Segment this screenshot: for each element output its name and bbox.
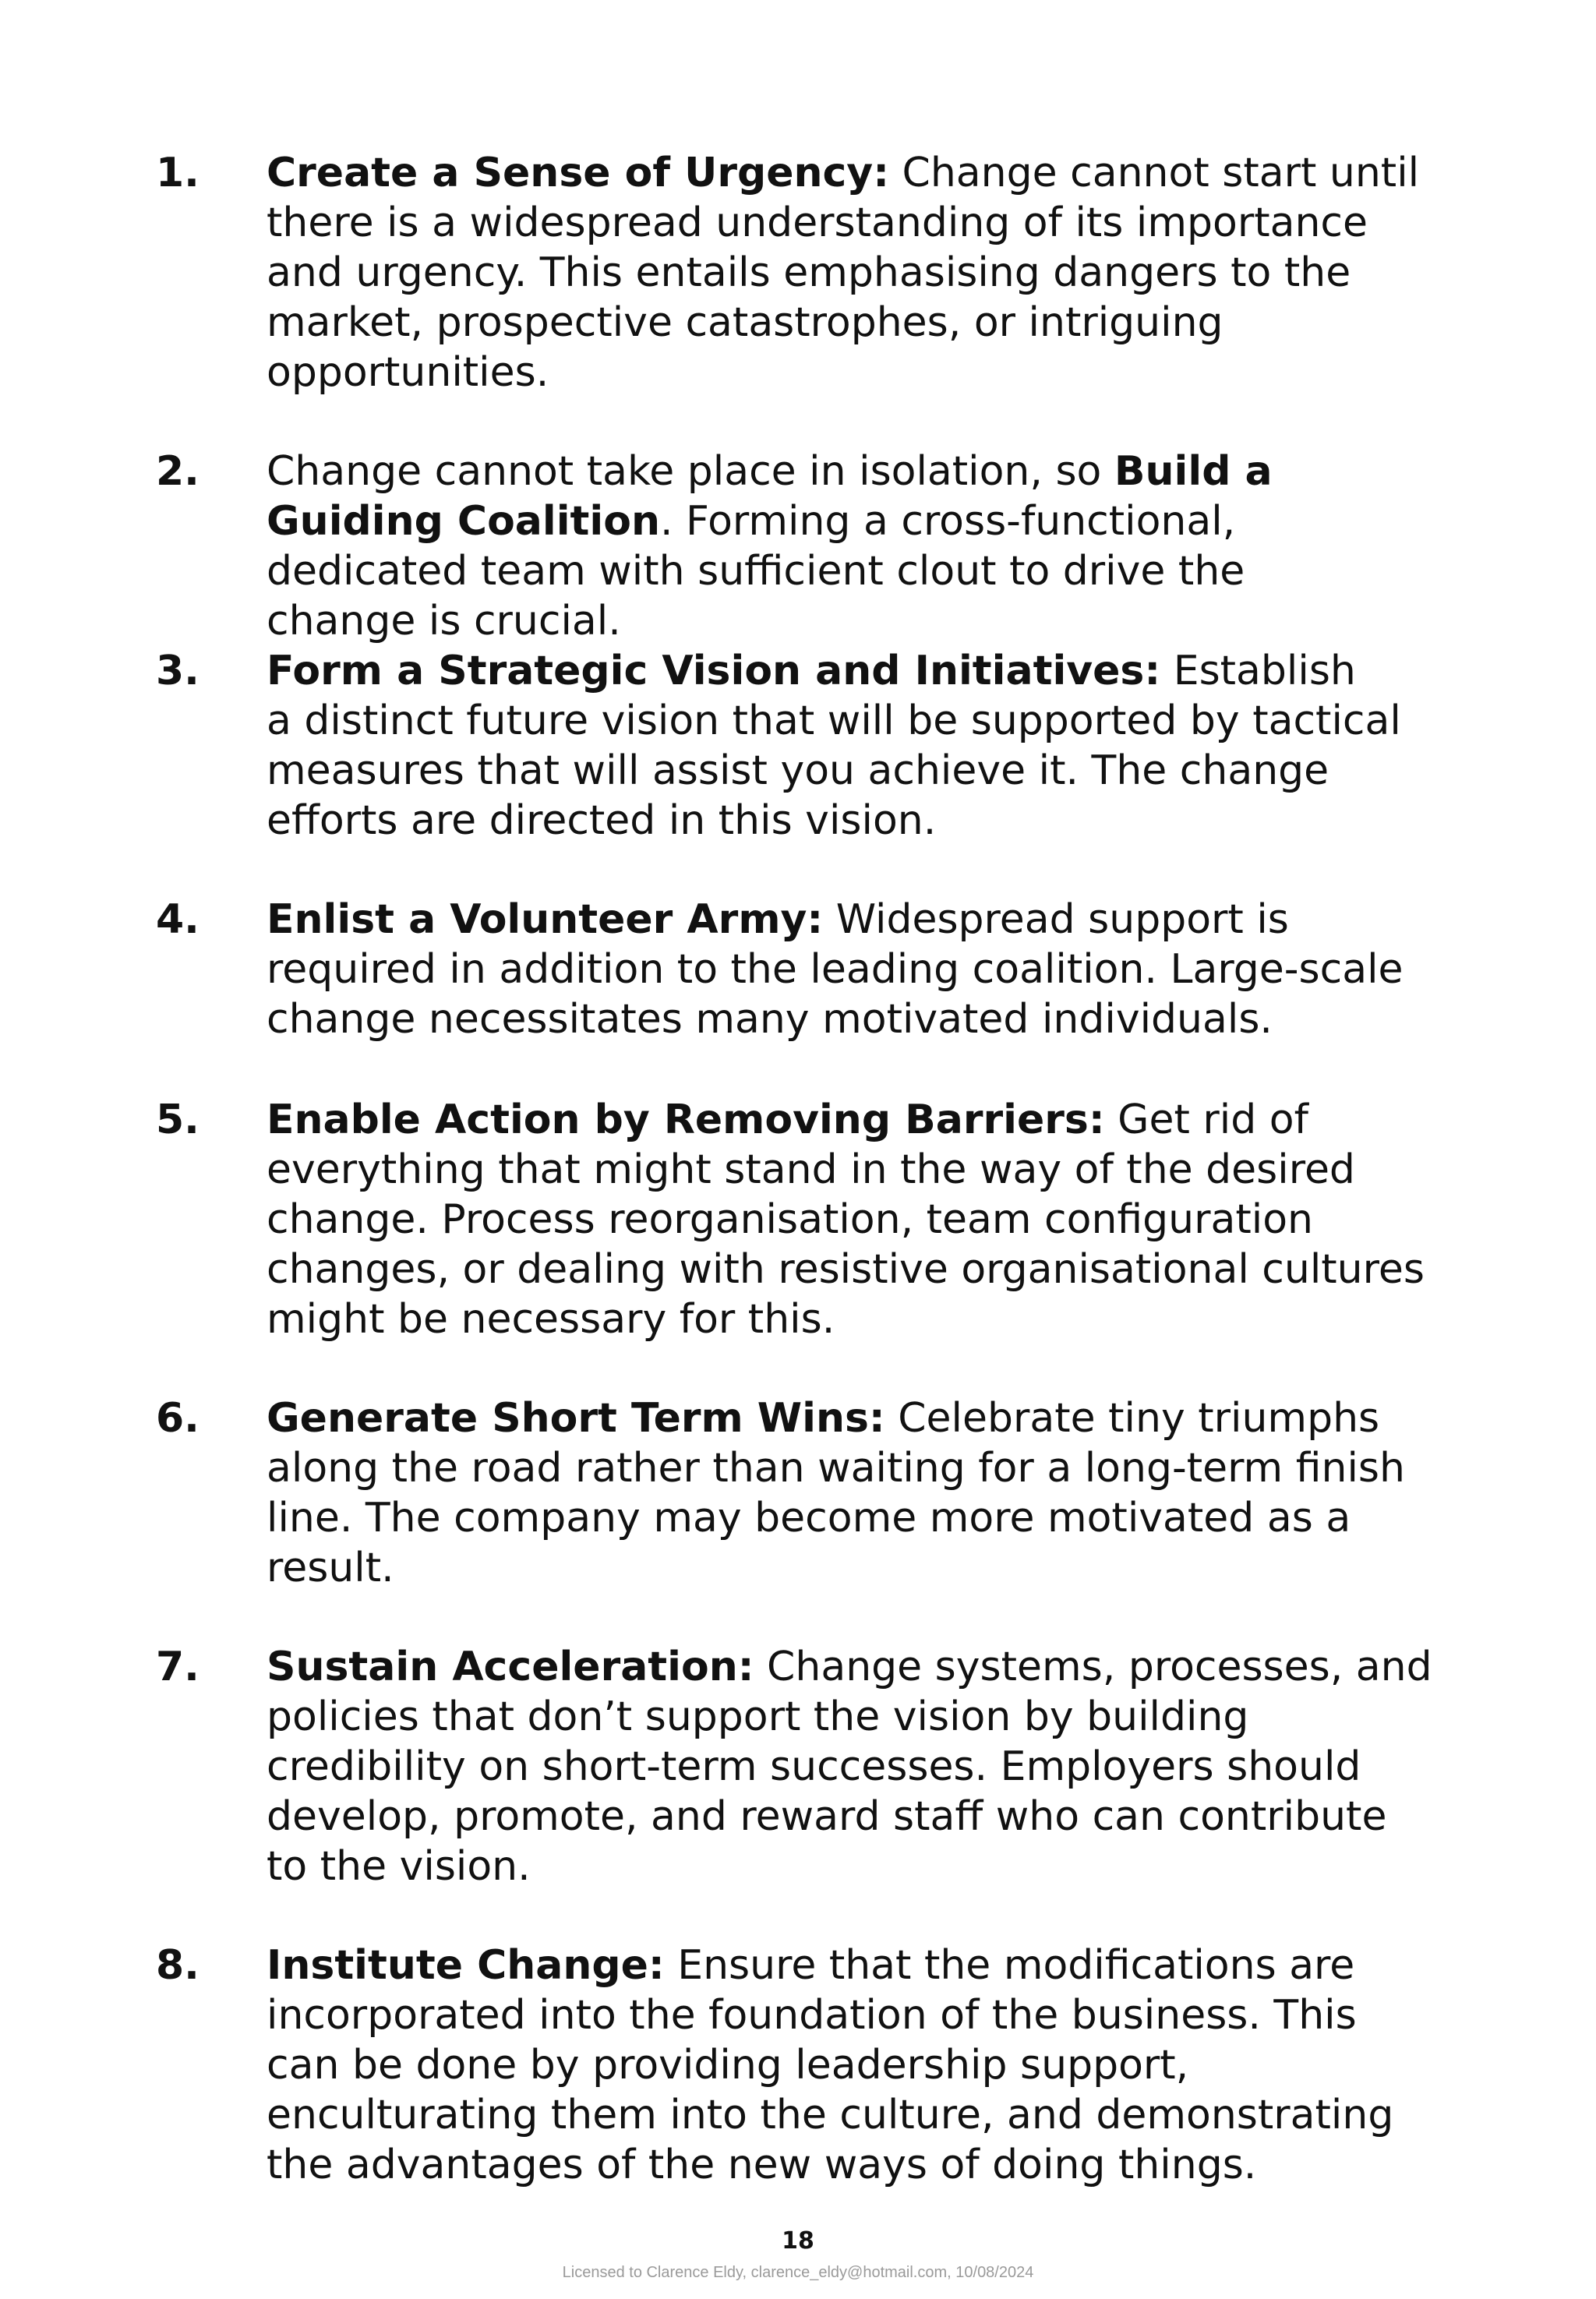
list-number: 2. xyxy=(156,448,200,495)
list-item-text xyxy=(267,1095,1451,1344)
list-item-text xyxy=(267,148,1451,397)
list-item-text xyxy=(267,1642,1451,1891)
list-item-text xyxy=(267,1941,1451,2190)
text-line: the advantages of the new ways of doing things. xyxy=(267,2142,1257,2188)
text-line: change necessitates many motivated individuals. xyxy=(267,996,1273,1043)
text-line xyxy=(267,895,1451,945)
item-heading: Generate Short Term Wins: xyxy=(267,1395,885,1442)
text-fragment: Celebrate tiny triumphs xyxy=(885,1395,1380,1442)
text-line xyxy=(267,447,1451,496)
list-number: 7. xyxy=(156,1644,200,1690)
item-heading: Sustain Acceleration: xyxy=(267,1644,754,1690)
license-notice: Licensed to Clarence Eldy, clarence_eldy@hotmail.com, 10/08/2024 xyxy=(562,2264,1034,2281)
list-item-text xyxy=(267,1393,1451,1593)
text-fragment: Establish xyxy=(1160,648,1356,694)
text-line xyxy=(267,148,1451,198)
text-line: efforts are directed in this vision. xyxy=(267,797,937,844)
text-fragment: Change cannot take place in isolation, so xyxy=(267,448,1114,495)
page-number: 18 xyxy=(782,2227,814,2255)
text-line: everything that might stand in the way of the desired xyxy=(267,1146,1355,1193)
item-heading: Create a Sense of Urgency: xyxy=(267,150,889,196)
text-line: change is crucial. xyxy=(267,598,621,644)
text-fragment: Ensure that the modifications are xyxy=(664,1942,1355,1989)
text-line xyxy=(267,1642,1451,1692)
text-line: result. xyxy=(267,1545,394,1591)
text-line: dedicated team with sufficient clout to drive the xyxy=(267,548,1245,595)
text-line: opportunities. xyxy=(267,349,549,396)
list-number: 6. xyxy=(156,1395,200,1442)
list-number: 1. xyxy=(156,150,200,196)
item-heading: Enlist a Volunteer Army: xyxy=(267,896,824,943)
list-number: 4. xyxy=(156,896,200,943)
text-line xyxy=(267,1941,1451,1990)
text-line xyxy=(267,1095,1451,1145)
list-item-text xyxy=(267,895,1451,1044)
text-line: credibility on short-term successes. Employers should xyxy=(267,1743,1361,1790)
list-number: 8. xyxy=(156,1942,200,1989)
text-fragment: Change systems, processes, and xyxy=(754,1644,1432,1690)
list-item-text xyxy=(267,447,1451,646)
text-line: and urgency. This entails emphasising dangers to the xyxy=(267,249,1351,296)
text-line: can be done by providing leadership support, xyxy=(267,2042,1189,2089)
item-heading: Build a xyxy=(1114,448,1273,495)
text-fragment: . Forming a cross-functional, xyxy=(659,498,1236,545)
text-line xyxy=(267,496,1451,546)
text-line: there is a widespread understanding of its importance xyxy=(267,200,1368,246)
text-line: develop, promote, and reward staff who can contribute xyxy=(267,1793,1387,1840)
text-line: enculturating them into the culture, and demonstrating xyxy=(267,2092,1394,2138)
text-line: market, prospective catastrophes, or intriguing xyxy=(267,299,1223,346)
text-line: a distinct future vision that will be supported by tactical xyxy=(267,697,1401,744)
item-heading: Enable Action by Removing Barriers: xyxy=(267,1097,1105,1143)
text-line: to the vision. xyxy=(267,1843,531,1890)
text-line xyxy=(267,646,1451,696)
text-line: might be necessary for this. xyxy=(267,1296,835,1343)
text-fragment: Change cannot start until xyxy=(889,150,1420,196)
text-line: policies that don’t support the vision by building xyxy=(267,1693,1249,1740)
text-fragment: Widespread support is xyxy=(823,896,1289,943)
text-fragment: Get rid of xyxy=(1104,1097,1308,1143)
text-line: along the road rather than waiting for a long-term finish xyxy=(267,1445,1405,1492)
item-heading: Form a Strategic Vision and Initiatives: xyxy=(267,648,1161,694)
text-line: changes, or dealing with resistive organisational cultures xyxy=(267,1246,1425,1293)
text-line: change. Process reorganisation, team configuration xyxy=(267,1196,1313,1243)
item-heading: Institute Change: xyxy=(267,1942,665,1989)
text-line: incorporated into the foundation of the business. This xyxy=(267,1992,1357,2039)
list-number: 5. xyxy=(156,1097,200,1143)
text-line xyxy=(267,1393,1451,1443)
text-line: measures that will assist you achieve it. The change xyxy=(267,747,1329,794)
item-heading-continued: Guiding Coalition xyxy=(267,498,660,545)
list-item-text xyxy=(267,646,1451,846)
text-line: line. The company may become more motivated as a xyxy=(267,1495,1351,1541)
text-line: required in addition to the leading coalition. Large-scale xyxy=(267,946,1404,993)
list-number: 3. xyxy=(156,648,200,694)
